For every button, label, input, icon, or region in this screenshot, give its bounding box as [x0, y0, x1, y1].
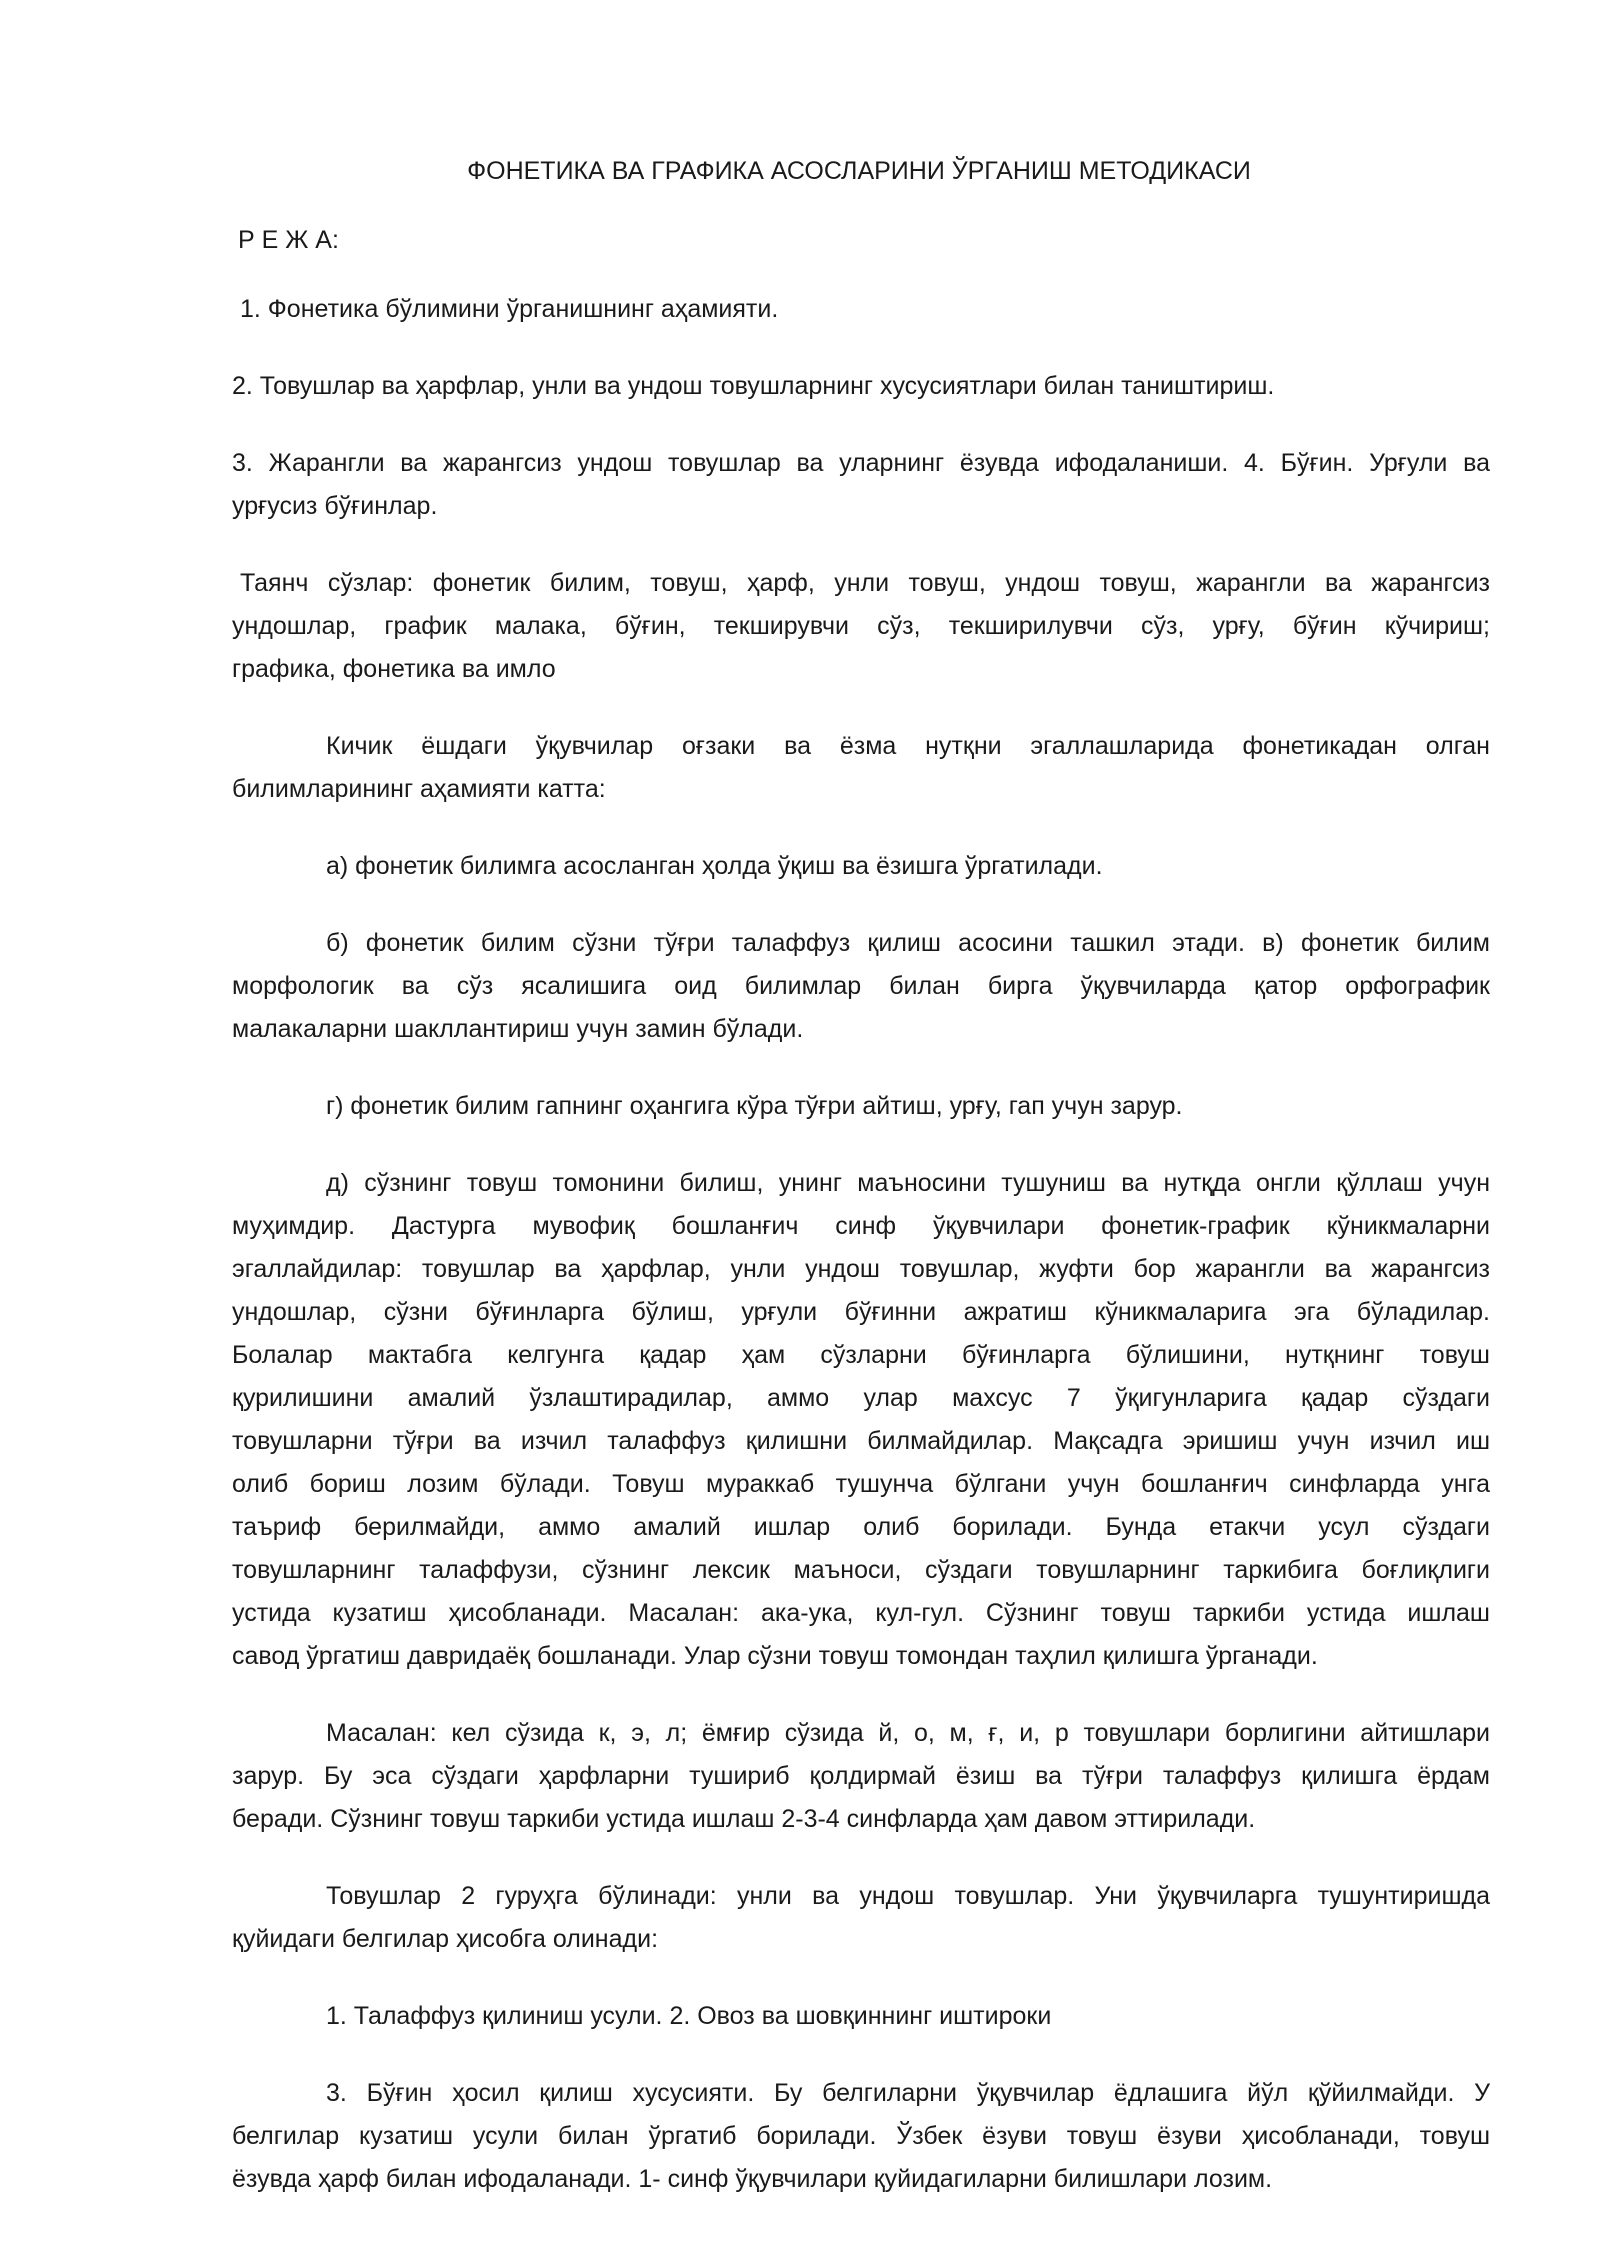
text-line: 3. Бўғин ҳосил қилиш хусусияти. Бу белгиларни ўқувчилар ёдлашига йўл қўйилмайди. У — [326, 2079, 1490, 2107]
text-line: белгилар кузатиш усули билан ўргатиб борилади. Ўзбек ёзуви товуш ёзуви ҳисобланади, товуш — [232, 2122, 1490, 2150]
document-body — [232, 288, 1490, 2235]
body-paragraph — [232, 845, 1490, 888]
text-line: 3. Жарангли ва жарангсиз ундош товушлар ва уларнинг ёзувда ифодаланиши. 4. Бўғин. Урғули ва — [232, 449, 1490, 477]
text-line: а) фонетик билимга асосланган ҳолда ўқиш ва ёзишга ўргатилади. — [326, 852, 1103, 880]
text-line: товушларнинг талаффузи, сўзнинг лексик маъноси, сўздаги товушларнинг таркибига боғлиқлиги — [232, 1556, 1490, 1584]
text-line: зарур. Бу эса сўздаги ҳарфларни тушириб қолдирмай ёзиш ва тўғри талаффуз қилишга ёрдам — [232, 1762, 1490, 1790]
text-line: Кичик ёшдаги ўқувчилар оғзаки ва ёзма нутқни эгаллашларида фонетикадан олган — [326, 732, 1490, 760]
text-line: г) фонетик билим гапнинг оҳангига кўра тўғри айтиш, урғу, гап учун зарур. — [326, 1092, 1183, 1120]
text-line: беради. Сўзнинг товуш таркиби устида ишлаш 2-3-4 синфларда ҳам давом эттирилади. — [232, 1805, 1256, 1833]
text-line: муҳимдир. Дастурга мувофиқ бошланғич синф ўқувчилари фонетик-график кўникмаларни — [232, 1212, 1490, 1240]
body-paragraph — [232, 1995, 1490, 2038]
body-paragraph — [232, 2072, 1490, 2201]
text-line: ундошлар, сўзни бўғинларга бўлиш, урғули бўғинни ажратиш кўникмаларига эга бўладилар. — [232, 1298, 1490, 1326]
text-line: морфологик ва сўз ясалишига оид билимлар билан бирга ўқувчиларда қатор орфографик — [232, 972, 1490, 1000]
key-words-paragraph — [232, 562, 1490, 691]
text-line: Масалан: кел сўзида к, э, л; ёмғир сўзида й, о, м, ғ, и, р товушлари борлигини айтишлари — [326, 1719, 1490, 1747]
text-line: Товушлар 2 гуруҳга бўлинади: унли ва ундош товушлар. Уни ўқувчиларга тушунтиришда — [326, 1882, 1490, 1910]
text-line: д) сўзнинг товуш томонини билиш, унинг маъносини тушуниш ва нутқда онгли қўллаш учун — [326, 1169, 1490, 1197]
text-line: урғусиз бўғинлар. — [232, 492, 438, 520]
text-line: Болалар мактабга келгунга қадар ҳам сўзларни бўғинларга бўлишини, нутқнинг товуш — [232, 1341, 1490, 1369]
body-paragraph — [232, 1875, 1490, 1961]
text-line: савод ўргатиш давридаёқ бошланади. Улар сўзни товуш томондан таҳлил қилишга ўрганади. — [232, 1642, 1318, 1670]
text-line: малакаларни шакллантириш учун замин бўлади. — [232, 1015, 804, 1043]
text-line: 1. Талаффуз қилиниш усули. 2. Овоз ва шовқиннинг иштироки — [326, 2002, 1052, 2030]
text-line: товушларни тўғри ва изчил талаффуз қилишни билмайдилар. Мақсадга эришиш учун изчил иш — [232, 1427, 1490, 1455]
text-line: қуйидаги белгилар ҳисобга олинади: — [232, 1925, 659, 1953]
text-line: устида кузатиш ҳисобланади. Масалан: ака-ука, кул-гул. Сўзнинг товуш таркиби устида ишлаш — [232, 1599, 1490, 1627]
body-paragraph — [232, 922, 1490, 1051]
text-line: 2. Товушлар ва ҳарфлар, унли ва ундош товушларнинг хусусиятлари билан таништириш. — [232, 372, 1275, 400]
text-line: таъриф берилмайди, аммо амалий ишлар олиб борилади. Бунда етакчи усул сўздаги — [232, 1513, 1490, 1541]
text-line: графика, фонетика ва имло — [232, 655, 556, 683]
text-line: ёзувда ҳарф билан ифодаланади. 1- синф ўқувчилари қуйидагиларни билишлари лозим. — [232, 2165, 1273, 2193]
body-paragraph — [232, 1162, 1490, 1678]
text-line: олиб бориш лозим бўлади. Товуш мураккаб тушунча бўлгани учун бошланғич синфларда унга — [232, 1470, 1490, 1498]
body-paragraph — [232, 1712, 1490, 1841]
text-line: б) фонетик билим сўзни тўғри талаффуз қилиш асосини ташкил этади. в) фонетик билим — [326, 929, 1490, 957]
text-line: ундошлар, график малака, бўғин, текширувчи сўз, текширилувчи сўз, урғу, бўғин кўчириш; — [232, 612, 1490, 640]
text-line: Таянч сўзлар: фонетик билим, товуш, ҳарф, унли товуш, ундош товуш, жарангли ва жарангсиз — [240, 569, 1490, 597]
text-line: қурилишини амалий ўзлаштирадилар, аммо улар махсус 7 ўқигунларига қадар сўздаги — [232, 1384, 1490, 1412]
body-paragraph — [232, 725, 1490, 811]
plan-item — [232, 365, 1490, 408]
plan-item — [232, 288, 1490, 331]
body-paragraph — [232, 1085, 1490, 1128]
text-line: 1. Фонетика бўлимини ўрганишнинг аҳамияти. — [240, 295, 779, 323]
text-line: эгаллайдилар: товушлар ва ҳарфлар, унли ундош товушлар, жуфти бор жарангли ва жарангсиз — [232, 1255, 1490, 1283]
plan-heading: Р Е Ж А: — [238, 226, 339, 254]
document-title: ФОНЕТИКА ВА ГРАФИКА АСОСЛАРИНИ ЎРГАНИШ МЕТОДИКАСИ — [467, 157, 1251, 185]
text-line: билимларининг аҳамияти катта: — [232, 775, 606, 803]
plan-item — [232, 442, 1490, 528]
